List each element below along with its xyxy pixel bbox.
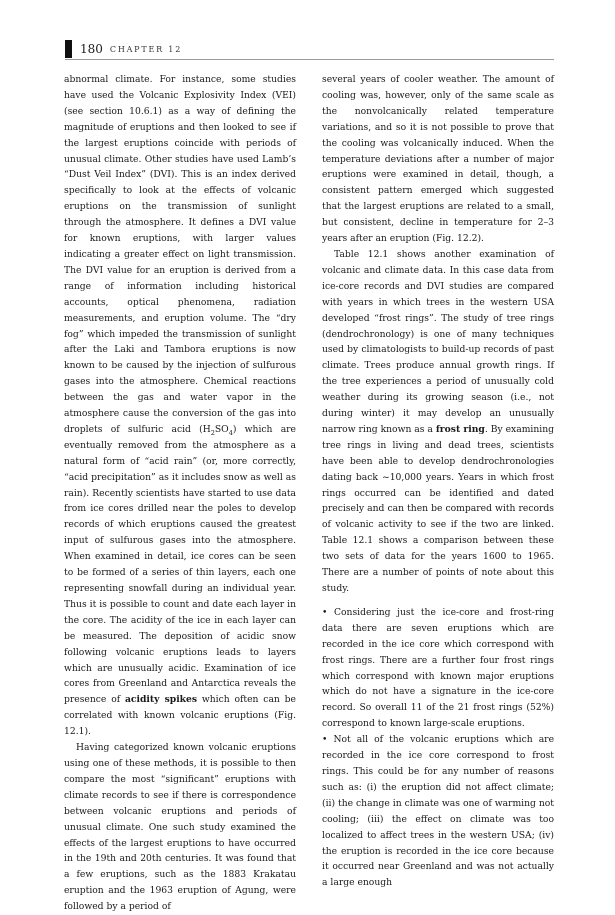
- text-run: SO: [214, 423, 229, 435]
- header-rule: [65, 59, 554, 60]
- key-term: frost ring: [435, 423, 485, 435]
- left-paragraph-1: [64, 72, 296, 740]
- chapter-label: CHAPTER 12: [109, 44, 183, 54]
- right-paragraph-1: several years of cooler weather. The amount of cooling was, however, only of the same scale as the nonvolcanically related temperature variations, and so it is not possible to prove that the cooling was volcanically induced. When the temperature deviations after a number of major eruptions were examined in detail, though, a consistent pattern emerged which suggested that the largest eruptions are related to a small, but consistent, decline in temperature for 2–3 years after an eruption (Fig. 12.2).: [322, 74, 554, 245]
- right-column: [322, 72, 554, 891]
- text-run: ) which are eventually removed from the atmosphere as a natural form of “acid rain” (or, more correctly, “acid precipitation” as it includes snow as well as rain). Recently scientists have started to use data from ice cores drilled near the poles to develop records of which eruptions caused the greatest input of sulfurous gases into the atmosphere. When examined in detail, ice cores can be seen to be formed of a series of thin layers, each one representing snowfall during an individual year. Thus it is possible to count and date each layer in the core. The acidity of the ice in each layer can be measured. The deposition of acidic snow following volcanic eruptions leads to layers which are unusually acidic. Examination of ice cores from Greenland and Antarctica reveals the presence of: [64, 423, 296, 706]
- bullet-point-2: • Not all of the volcanic eruptions which are recorded in the ice core correspond to frost rings. This could be for any number of reasons such as: (i) the eruption did not affect climate; (ii) the change in climate was one of warming not cooling; (iii) the effect on climate was too localized to affect trees in the western USA; (iv) the eruption is recorded in the ice core because it occurred near Greenland and was not actually a large enough: [322, 734, 554, 889]
- running-header: [65, 40, 182, 58]
- left-paragraph-2: Having categorized known volcanic eruptions using one of these methods, it is possible to then compare the most “significant” eruptions with climate records to see if there is correspondence between volcanic eruptions and periods of unusual climate. One such study examined the effects of the largest eruptions to have occurred in the 19th and 20th centuries. It was found that a few eruptions, such as the 1883 Krakatau eruption and the 1963 eruption of Agung, were followed by a period of: [64, 742, 296, 913]
- text-run: abnormal climate. For instance, some studies have used the Volcanic Explosivity Index (VEI) (see section 10.6.1) as a way of defining the magnitude of eruptions and then looked to see if the largest eruptions coincide with periods of unusual climate. Other studies have used Lamb’s “Dust Veil Index” (DVI). This is an index derived specifically to look at the effects of volcanic eruptions on the transmission of sunlight through the atmosphere. It defines a DVI value for known eruptions, with larger values indicating a greater effect on light transmission. The DVI value for an eruption is derived from a range of information including historical accounts, optical phenomena, radiation measurements, and eruption volume. The “dry fog” which impeded the transmission of sunlight after the Laki and Tambora eruptions is now known to be caused by the injection of sulfurous gases into the atmosphere. Chemical reactions between the gas and water vapor in the atmosphere cause the conversion of the gas into droplets of sulfuric acid (H: [64, 74, 296, 435]
- key-term: acidity spikes: [124, 694, 198, 706]
- text-run: which often can be correlated with known volcanic eruptions (Fig. 12.1).: [64, 694, 296, 738]
- text-run: Table 12.1 shows another examination of volcanic and climate data. In this case data from ice-core records and DVI studies are compared with years in which trees in the western USA developed “frost rings”. The study of tree rings (dendrochronology) is one of many techniques used by climatologists to build-up records of past climate. Trees produce annual growth rings. If the tree experiences a period of unusually cold weather during its growing season (i.e., not during winter) it may develop an unusually narrow ring known as a: [322, 248, 554, 435]
- page-number: 180: [80, 42, 103, 56]
- right-paragraph-2: [322, 247, 554, 597]
- subscript: 2: [210, 428, 215, 437]
- bullet-point-1: • Considering just the ice-core and frost-ring data there are seven eruptions which are recorded in the ice core which correspond with frost rings. There are a further four frost rings which correspond with known major eruptions which do not have a signature in the ice-core record. So overall 11 of the 21 frost rings (52%) correspond to known large-scale eruptions.: [322, 606, 554, 730]
- left-column: [64, 72, 296, 915]
- header-bar-mark: [65, 40, 72, 58]
- subscript: 4: [228, 428, 233, 437]
- text-run: . By examining tree rings in living and dead trees, scientists have been able to develop dendrochronologies dating back ~10,000 years. Years in which frost rings occurred can be identified and dated precisely and can then be compared with records of volcanic activity to see if the two are linked. Table 12.1 shows a comparison between these two sets of data for the years 1600 to 1965. There are a number of points of note about this study.: [322, 423, 554, 594]
